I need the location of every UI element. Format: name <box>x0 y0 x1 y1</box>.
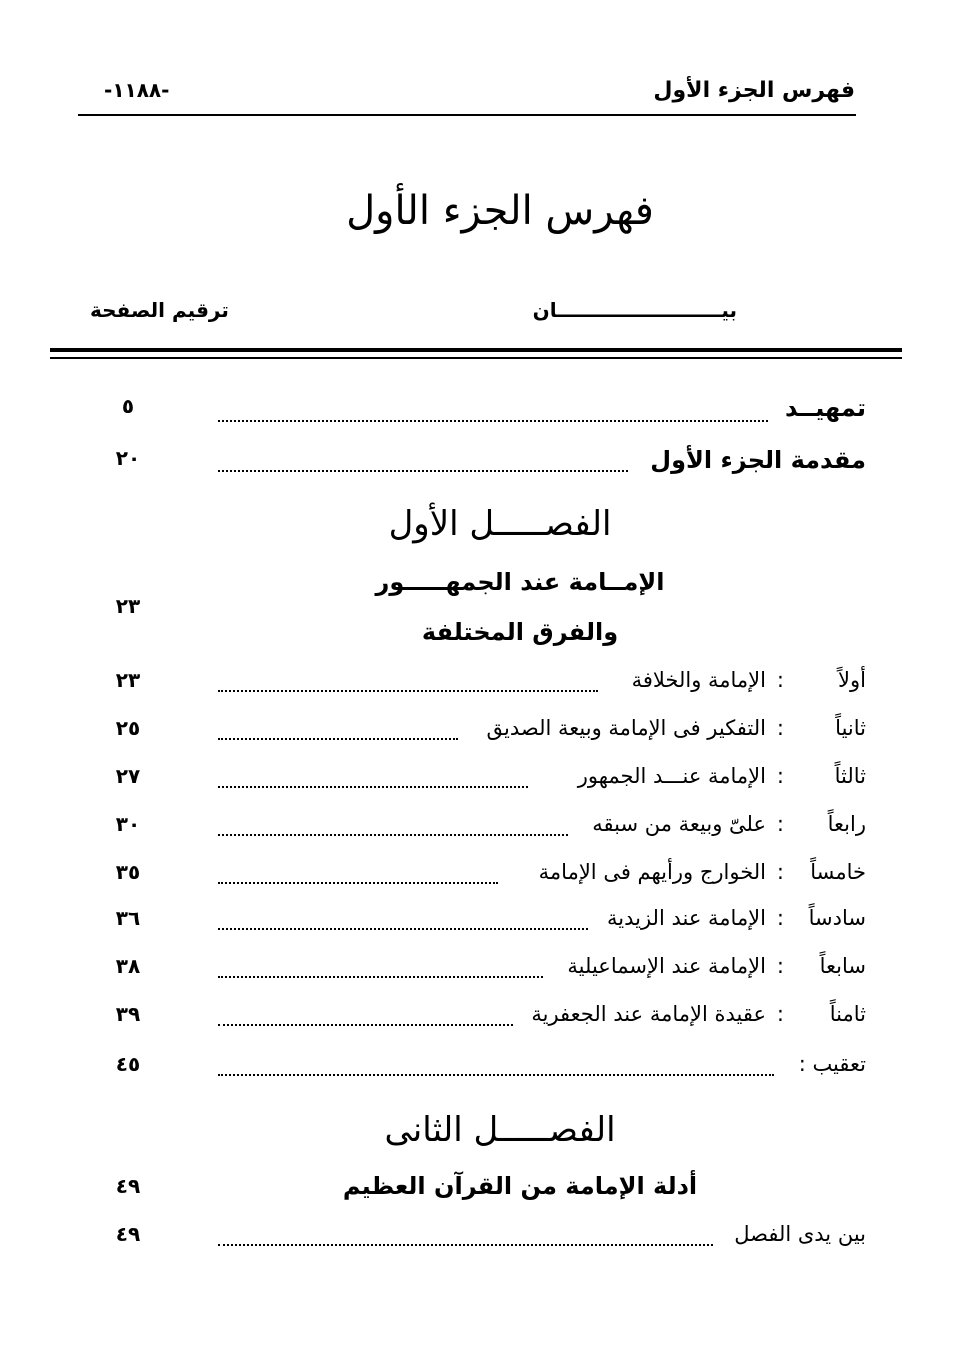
leader-dots <box>218 1022 513 1026</box>
toc-item-text: الخوارج ورأيهم فى الإمامة <box>538 860 766 884</box>
colon-separator: : <box>776 860 784 884</box>
toc-entry-page: ٥ <box>121 394 135 418</box>
toc-item-ordinal: خامساً <box>810 860 866 884</box>
toc-entry-page: ٢٠ <box>115 446 141 470</box>
double-rule-thick <box>50 348 902 352</box>
toc-item-text: الإمامة عند الإسماعيلية <box>567 954 766 978</box>
leader-dots <box>218 926 588 930</box>
toc-item-text: الإمامة والخلافة <box>631 668 766 692</box>
colon-separator: : <box>776 764 784 788</box>
toc-item-page: ٢٣ <box>115 668 141 692</box>
toc-item <box>90 906 866 946</box>
colon-separator: : <box>776 906 784 930</box>
toc-item-text: الإمامة عند الزيدية <box>607 906 766 930</box>
toc-item <box>90 1002 866 1042</box>
toc-entry-preface <box>90 446 866 486</box>
toc-item <box>90 764 866 804</box>
column-heading-statement: بيــــــــــــــــــــــــان <box>532 298 737 322</box>
leader-dots <box>218 736 458 740</box>
toc-item <box>90 668 866 708</box>
colon-separator: : <box>776 716 784 740</box>
chapter-1-title: الفصـــــل الأول <box>388 504 612 544</box>
toc-item-ordinal: سابعاً <box>819 954 866 978</box>
header-rule <box>78 114 856 116</box>
toc-item-text: عقيدة الإمامة عند الجعفرية <box>531 1002 766 1026</box>
toc-entry-page: ٤٥ <box>115 1052 141 1076</box>
chapter-2-heading: أدلة الإمامة من القرآن العظيم <box>342 1172 698 1200</box>
toc-entry-text: بين يدى الفصل <box>734 1222 866 1246</box>
toc-entry-text: تمهيــد <box>784 394 866 422</box>
leader-dots <box>218 1072 774 1076</box>
toc-item <box>90 860 866 900</box>
toc-item-page: ٢٧ <box>115 764 141 788</box>
page-title: فهرس الجزء الأول <box>346 188 654 234</box>
toc-item-ordinal: ثالثاً <box>834 764 866 788</box>
toc-item-page: ٣٩ <box>115 1002 141 1026</box>
toc-item-page: ٣٠ <box>115 812 141 836</box>
toc-item-page: ٣٥ <box>115 860 141 884</box>
chapter-2-heading-page: ٤٩ <box>115 1174 141 1198</box>
leader-dots <box>218 832 568 836</box>
column-heading-page: ترقيم الصفحة <box>90 298 229 322</box>
leader-dots <box>218 468 628 472</box>
toc-item <box>90 812 866 852</box>
toc-item-ordinal: ثامناً <box>829 1002 866 1026</box>
leader-dots <box>218 784 528 788</box>
leader-dots <box>218 974 543 978</box>
double-rule-thin <box>50 357 902 359</box>
colon-separator: : <box>776 954 784 978</box>
toc-item-text: الإمامة عنـــد الجمهور <box>577 764 766 788</box>
toc-item-page: ٣٨ <box>115 954 141 978</box>
toc-item-ordinal: رابعاً <box>827 812 866 836</box>
toc-entry-text: مقدمة الجزء الأول <box>650 446 866 474</box>
toc-item-ordinal: ثانياً <box>835 716 866 740</box>
colon-separator: : <box>776 812 784 836</box>
chapter-1-heading-line1: الإمــامة عند الجمهـــــور <box>375 568 665 596</box>
leader-dots <box>218 880 498 884</box>
toc-item-ordinal: أولاً <box>838 668 866 692</box>
leader-dots <box>218 1242 713 1246</box>
toc-entry-page: ٤٩ <box>115 1222 141 1246</box>
running-header-title: فهرس الجزء الأول <box>653 78 855 103</box>
toc-item <box>90 716 866 756</box>
chapter-1-heading-page: ٢٣ <box>115 594 141 618</box>
chapter-2-title: الفصـــــل الثانى <box>384 1110 616 1150</box>
leader-dots <box>218 688 598 692</box>
toc-entry-text: تعقيب : <box>798 1052 866 1076</box>
toc-entry-commentary <box>90 1052 866 1092</box>
colon-separator: : <box>776 1002 784 1026</box>
toc-entry-chapter-intro <box>90 1222 866 1262</box>
toc-item-page: ٢٥ <box>115 716 141 740</box>
leader-dots <box>218 418 768 422</box>
toc-item-text: علىّ وبيعة من سبقه <box>592 812 766 836</box>
toc-entry-introduction <box>90 394 866 434</box>
colon-separator: : <box>776 668 784 692</box>
toc-item <box>90 954 866 994</box>
toc-item-page: ٣٦ <box>115 906 141 930</box>
page-number: -١١٨٨- <box>104 78 170 102</box>
toc-item-text: التفكير فى الإمامة وبيعة الصديق <box>486 716 766 740</box>
toc-item-ordinal: سادساً <box>808 906 866 930</box>
chapter-1-heading-line2: والفرق المختلفة <box>421 618 619 646</box>
